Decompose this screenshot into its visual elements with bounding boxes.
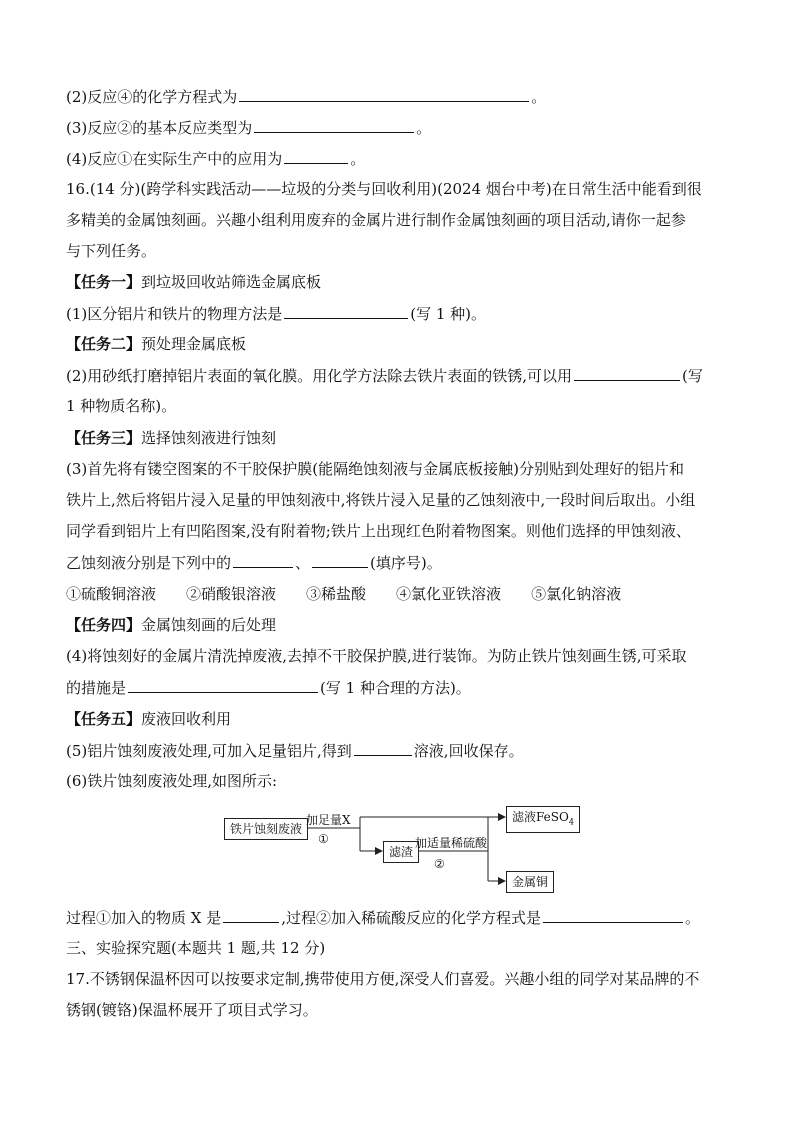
- q16-intro-line2: 多精美的金属蚀刻画。兴趣小组利用废弃的金属片进行制作金属蚀刻画的项目活动,请你一起参: [66, 211, 686, 229]
- task5-q5-blank[interactable]: [354, 740, 412, 756]
- q16-final-period: 。: [685, 909, 701, 927]
- q17-line2: 锈钢(镀铬)保温杯展开了项目式学习。: [66, 1001, 318, 1019]
- option-5: ⑤氯化钠溶液: [531, 585, 622, 603]
- task5-q5-suffix: 溶液,回收保存。: [413, 742, 524, 760]
- q16-intro-line1: 16.(14 分)(跨学科实践活动——垃圾的分类与回收利用)(2024 烟台中考)在日常生活中能看到很: [66, 180, 702, 198]
- flow-filtrate-box: [506, 806, 580, 833]
- task5-text: 废液回收利用: [141, 710, 232, 728]
- option-2: ②硝酸银溶液: [186, 585, 277, 603]
- task1-question-text: (1)区分铝片和铁片的物理方法是: [66, 305, 283, 323]
- task2-title: 【任务二】: [66, 335, 142, 353]
- task3-line1: (3)首先将有镂空图案的不干胶保护膜(能隔绝蚀刻液与金属底板接触)分别贴到处理好的铝片和: [66, 460, 684, 478]
- task2-question-line2: 1 种物质名称)。: [66, 397, 177, 415]
- task2-heading: [66, 334, 246, 354]
- task3-title: 【任务三】: [66, 429, 142, 447]
- option-1: ①硫酸铜溶液: [66, 585, 157, 603]
- option-4: ④氯化亚铁溶液: [396, 585, 502, 603]
- flow-filtrate-sub: 4: [568, 817, 574, 827]
- task1-answer-blank[interactable]: [284, 303, 408, 319]
- q15-part3-blank[interactable]: [254, 117, 414, 133]
- task3-line4-text: 乙蚀刻液分别是下列中的: [66, 554, 232, 572]
- task3-text: 选择蚀刻液进行蚀刻: [141, 429, 277, 447]
- task1-title: 【任务一】: [66, 273, 142, 291]
- task5-q5: [66, 740, 524, 761]
- task3-separator: 、: [295, 554, 311, 572]
- task1-heading: [66, 272, 321, 292]
- q15-part2-text: (2)反应④的化学方程式为: [66, 88, 238, 106]
- task4-title: 【任务四】: [66, 616, 142, 634]
- task3-blank-a[interactable]: [233, 552, 293, 568]
- task2-question-text: (2)用砂纸打磨掉铝片表面的氧化膜。用化学方法除去铁片表面的铁锈,可以用: [66, 367, 573, 385]
- task4-heading: [66, 615, 276, 635]
- q15-part4: [66, 148, 365, 169]
- task4-line2-text: 的措施是: [66, 679, 127, 697]
- q16-intro-line3: 与下列任务。: [66, 242, 157, 260]
- q15-part3-period: 。: [416, 119, 432, 137]
- task4-text: 金属蚀刻画的后处理: [141, 616, 277, 634]
- task3-line3: 同学看到铝片上有凹陷图案,没有附着物;铁片上出现红色附着物图案。则他们选择的甲蚀刻液、: [66, 522, 691, 540]
- q15-part4-blank[interactable]: [284, 148, 348, 164]
- section3-heading: 三、实验探究题(本题共 1 题,共 12 分): [66, 939, 326, 957]
- task2-text: 预处理金属底板: [141, 335, 247, 353]
- task2-question-line1: [66, 365, 703, 386]
- q15-part4-period: 。: [350, 150, 366, 168]
- q15-part3-text: (3)反应②的基本反应类型为: [66, 119, 253, 137]
- flow-step1-label: 加足量X: [306, 813, 351, 827]
- task5-q5-text: (5)铝片蚀刻废液处理,可加入足量铝片,得到: [66, 742, 352, 760]
- task3-options: [66, 584, 651, 604]
- task5-heading: [66, 709, 231, 729]
- task5-q6: (6)铁片蚀刻废液处理,如图所示:: [66, 772, 278, 790]
- flow-residue-box: 滤渣: [383, 841, 419, 863]
- task4-answer-blank[interactable]: [128, 677, 318, 693]
- task3-line4: [66, 552, 442, 573]
- flow-step2-num: ②: [434, 857, 445, 871]
- q15-part4-text: (4)反应①在实际生产中的应用为: [66, 150, 283, 168]
- task3-blank-b[interactable]: [312, 552, 368, 568]
- task4-line2: [66, 677, 471, 698]
- task3-line2: 铁片上,然后将铝片浸入足量的甲蚀刻液中,将铁片浸入足量的乙蚀刻液中,一段时间后取出。小组: [66, 491, 696, 509]
- flow-start-box: 铁片蚀刻废液: [224, 818, 308, 840]
- flow-copper-box: 金属铜: [506, 871, 554, 893]
- task1-question: [66, 303, 486, 324]
- task3-line4-suffix: (填序号)。: [370, 554, 442, 572]
- flow-filtrate-text: 滤液FeSO: [512, 810, 569, 824]
- flow-step1-num: ①: [318, 832, 329, 846]
- task2-question-suffix: (写: [682, 367, 703, 385]
- task4-line2-suffix: (写 1 种合理的方法)。: [320, 679, 471, 697]
- task2-answer-blank[interactable]: [574, 365, 680, 381]
- option-3: ③稀盐酸: [306, 585, 367, 603]
- task1-text: 到垃圾回收站筛选金属底板: [141, 273, 322, 291]
- q16-final-mid: ,过程②加入稀硫酸反应的化学方程式是: [281, 909, 541, 927]
- q15-part2-period: 。: [531, 88, 547, 106]
- q16-equation-blank[interactable]: [543, 907, 683, 923]
- q15-part2-blank[interactable]: [239, 86, 529, 102]
- task1-question-suffix: (写 1 种)。: [410, 305, 487, 323]
- flow-step2-label: 加适量稀硫酸: [415, 836, 488, 850]
- task5-title: 【任务五】: [66, 710, 142, 728]
- task3-heading: [66, 428, 276, 448]
- q15-part3: [66, 117, 431, 138]
- q16-final-text: 过程①加入的物质 X 是: [66, 909, 222, 927]
- q17-line1: 17.不锈钢保温杯因可以按要求定制,携带使用方便,深受人们喜爱。兴趣小组的同学对某品牌的不: [66, 970, 700, 988]
- q16-x-blank[interactable]: [223, 907, 279, 923]
- q15-part2: [66, 86, 546, 107]
- q16-final: [66, 907, 700, 928]
- task4-line1: (4)将蚀刻好的金属片清洗掉废液,去掉不干胶保护膜,进行装饰。为防止铁片蚀刻画生锈,可采取: [66, 647, 687, 665]
